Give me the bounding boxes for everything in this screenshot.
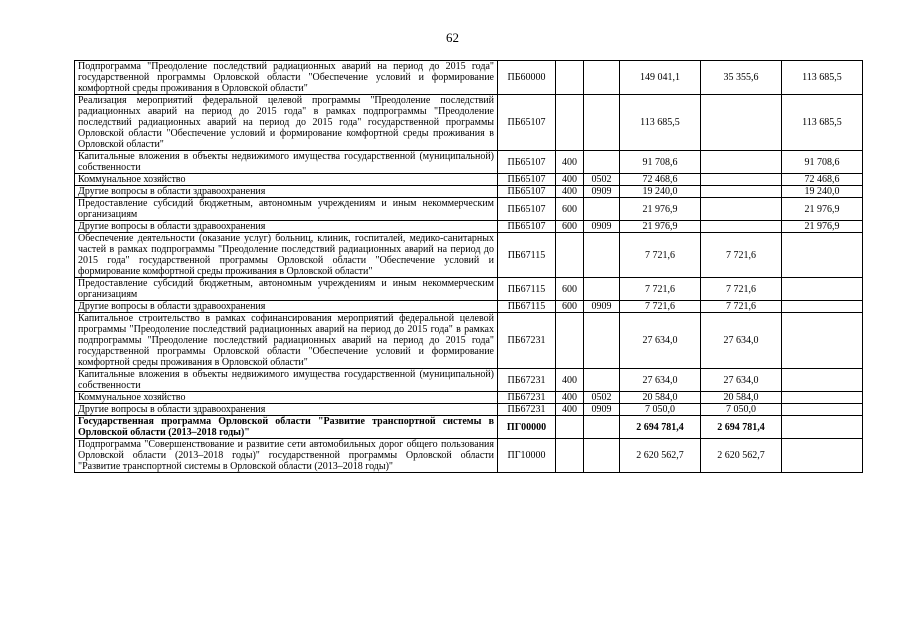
amount-total: 21 976,9 <box>620 221 701 233</box>
amount-regional <box>701 186 782 198</box>
table-row <box>75 404 863 416</box>
target-code: ПБ67231 <box>498 404 556 416</box>
target-code: ПБ65107 <box>498 186 556 198</box>
row-name: Другие вопросы в области здравоохранения <box>75 301 498 313</box>
section-code <box>584 369 620 392</box>
section-code <box>584 95 620 151</box>
table-row <box>75 174 863 186</box>
amount-regional: 27 634,0 <box>701 369 782 392</box>
amount-total: 72 468,6 <box>620 174 701 186</box>
row-name: Предоставление субсидий бюджетным, автономным учреждениям и иным некоммерческим организациям <box>75 278 498 301</box>
target-code: ПБ65107 <box>498 221 556 233</box>
expense-type: 400 <box>556 392 584 404</box>
table-row <box>75 313 863 369</box>
section-code <box>584 313 620 369</box>
amount-federal <box>782 392 863 404</box>
expense-type: 400 <box>556 174 584 186</box>
amount-regional <box>701 95 782 151</box>
table-row <box>75 233 863 278</box>
amount-federal <box>782 278 863 301</box>
amount-total: 27 634,0 <box>620 313 701 369</box>
amount-federal <box>782 233 863 278</box>
amount-total: 91 708,6 <box>620 151 701 174</box>
section-code: 0909 <box>584 404 620 416</box>
amount-federal: 113 685,5 <box>782 95 863 151</box>
table-row <box>75 439 863 473</box>
target-code: ПГ10000 <box>498 439 556 473</box>
amount-regional: 7 721,6 <box>701 278 782 301</box>
section-code <box>584 61 620 95</box>
section-code <box>584 151 620 174</box>
expense-type <box>556 61 584 95</box>
section-code <box>584 439 620 473</box>
amount-federal <box>782 416 863 439</box>
row-name: Капитальные вложения в объекты недвижимого имущества государственной (муниципальной) собственности <box>75 151 498 174</box>
target-code: ПБ67115 <box>498 233 556 278</box>
table-row <box>75 95 863 151</box>
expense-type <box>556 233 584 278</box>
row-name: Коммунальное хозяйство <box>75 392 498 404</box>
target-code: ПБ67231 <box>498 369 556 392</box>
section-code: 0909 <box>584 221 620 233</box>
amount-total: 20 584,0 <box>620 392 701 404</box>
table-row <box>75 278 863 301</box>
amount-federal: 91 708,6 <box>782 151 863 174</box>
expense-type: 600 <box>556 221 584 233</box>
amount-regional: 35 355,6 <box>701 61 782 95</box>
target-code: ПГ00000 <box>498 416 556 439</box>
amount-regional <box>701 174 782 186</box>
table-row <box>75 221 863 233</box>
budget-table <box>74 60 863 473</box>
amount-regional: 20 584,0 <box>701 392 782 404</box>
amount-regional: 27 634,0 <box>701 313 782 369</box>
row-name: Предоставление субсидий бюджетным, автономным учреждениям и иным некоммерческим организациям <box>75 198 498 221</box>
page-number: 62 <box>446 30 459 45</box>
expense-type: 600 <box>556 198 584 221</box>
amount-federal <box>782 301 863 313</box>
expense-type: 600 <box>556 278 584 301</box>
row-name: Другие вопросы в области здравоохранения <box>75 404 498 416</box>
expense-type: 400 <box>556 404 584 416</box>
amount-regional: 2 694 781,4 <box>701 416 782 439</box>
target-code: ПБ67115 <box>498 301 556 313</box>
amount-total: 7 721,6 <box>620 233 701 278</box>
amount-regional: 7 721,6 <box>701 233 782 278</box>
expense-type: 600 <box>556 301 584 313</box>
amount-total: 2 620 562,7 <box>620 439 701 473</box>
section-code: 0909 <box>584 301 620 313</box>
row-name: Государственная программа Орловской области "Развитие транспортной системы в Орловской области (2013–2018 годы)" <box>75 416 498 439</box>
table-row <box>75 416 863 439</box>
amount-federal <box>782 439 863 473</box>
expense-type: 400 <box>556 186 584 198</box>
row-name: Другие вопросы в области здравоохранения <box>75 221 498 233</box>
amount-federal: 19 240,0 <box>782 186 863 198</box>
expense-type <box>556 439 584 473</box>
row-name: Подпрограмма "Совершенствование и развитие сети автомобильных дорог общего пользования Орловской области (2013–2018 годы)" государственной программы Орловской области "Развитие транспортной системы в Орловской области (2013–2018 годы)" <box>75 439 498 473</box>
amount-federal: 72 468,6 <box>782 174 863 186</box>
row-name: Обеспечение деятельности (оказание услуг) больниц, клиник, госпиталей, медико-санитарных частей в рамках подпрограммы "Преодоление последствий радиационных аварий на период до 2015 года" государственной программы Орловской области "Обеспечение условий и формирование комфортной среды проживания в Орловской области" <box>75 233 498 278</box>
expense-type <box>556 313 584 369</box>
amount-federal: 113 685,5 <box>782 61 863 95</box>
target-code: ПБ65107 <box>498 198 556 221</box>
table-row <box>75 369 863 392</box>
amount-regional: 7 050,0 <box>701 404 782 416</box>
row-name: Подпрограмма "Преодоление последствий радиационных аварий на период до 2015 года" государственной программы Орловской области "Обеспечение условий и формирование комфортной среды проживания в Орловской области" <box>75 61 498 95</box>
table-row <box>75 198 863 221</box>
row-name: Капитальное строительство в рамках софинансирования мероприятий федеральной целевой программы "Преодоление последствий радиационных аварий на период до 2015 года" в рамках подпрограммы "Преодоление последствий радиационных аварий на период до 2015 года" государственной программы Орловской области "Обеспечение условий и формирование комфортной среды проживания в Орловской области" <box>75 313 498 369</box>
section-code <box>584 278 620 301</box>
amount-total: 113 685,5 <box>620 95 701 151</box>
amount-total: 19 240,0 <box>620 186 701 198</box>
expense-type <box>556 416 584 439</box>
amount-total: 27 634,0 <box>620 369 701 392</box>
amount-total: 7 721,6 <box>620 278 701 301</box>
table-row <box>75 61 863 95</box>
table-body <box>75 61 863 473</box>
target-code: ПБ65107 <box>498 95 556 151</box>
section-code: 0502 <box>584 174 620 186</box>
amount-regional: 7 721,6 <box>701 301 782 313</box>
amount-regional <box>701 221 782 233</box>
amount-total: 2 694 781,4 <box>620 416 701 439</box>
table-row <box>75 301 863 313</box>
target-code: ПБ67115 <box>498 278 556 301</box>
table-row <box>75 151 863 174</box>
row-name: Другие вопросы в области здравоохранения <box>75 186 498 198</box>
expense-type: 400 <box>556 369 584 392</box>
amount-federal <box>782 313 863 369</box>
amount-regional <box>701 198 782 221</box>
table-row <box>75 186 863 198</box>
target-code: ПБ67231 <box>498 392 556 404</box>
target-code: ПБ65107 <box>498 174 556 186</box>
row-name: Капитальные вложения в объекты недвижимого имущества государственной (муниципальной) собственности <box>75 369 498 392</box>
amount-federal <box>782 369 863 392</box>
amount-regional <box>701 151 782 174</box>
row-name: Коммунальное хозяйство <box>75 174 498 186</box>
target-code: ПБ60000 <box>498 61 556 95</box>
section-code <box>584 233 620 278</box>
section-code <box>584 198 620 221</box>
amount-total: 149 041,1 <box>620 61 701 95</box>
section-code: 0502 <box>584 392 620 404</box>
amount-total: 7 721,6 <box>620 301 701 313</box>
amount-total: 7 050,0 <box>620 404 701 416</box>
section-code: 0909 <box>584 186 620 198</box>
amount-total: 21 976,9 <box>620 198 701 221</box>
expense-type <box>556 95 584 151</box>
amount-regional: 2 620 562,7 <box>701 439 782 473</box>
target-code: ПБ67231 <box>498 313 556 369</box>
amount-federal: 21 976,9 <box>782 221 863 233</box>
section-code <box>584 416 620 439</box>
expense-type: 400 <box>556 151 584 174</box>
row-name: Реализация мероприятий федеральной целевой программы "Преодоление последствий радиационных аварий на период до 2015 года" в рамках подпрограммы "Преодоление последствий радиационных аварий на период до 2015 года" государственной программы Орловской области "Обеспечение условий и формирование комфортной среды проживания в Орловской области" <box>75 95 498 151</box>
table-row <box>75 392 863 404</box>
target-code: ПБ65107 <box>498 151 556 174</box>
amount-federal: 21 976,9 <box>782 198 863 221</box>
amount-federal <box>782 404 863 416</box>
